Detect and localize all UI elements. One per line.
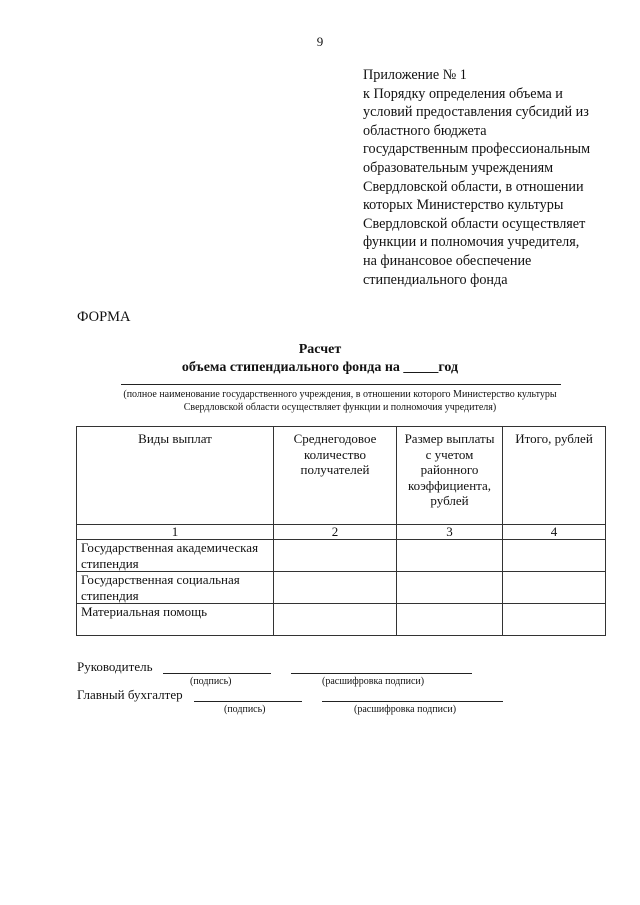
calculation-table: [76, 426, 606, 636]
table-row: [77, 604, 606, 636]
table-cell: [274, 540, 397, 572]
table-cell: [274, 604, 397, 636]
accountant-decoding-line: [322, 701, 503, 702]
table-cell: [397, 540, 503, 572]
column-number: 3: [397, 525, 503, 540]
head-signature-line: [163, 673, 271, 674]
institution-note-line: (полное наименование государственного учреждения, в отношении которого Министерство культуры: [123, 389, 557, 400]
appendix-line: которых Министерство культуры: [363, 197, 564, 214]
appendix-line: Свердловской области осуществляет: [363, 215, 586, 232]
column-number: 1: [77, 525, 274, 540]
page-number: 9: [316, 34, 324, 49]
table-header-row: [77, 427, 606, 525]
document-subtitle: объема стипендиального фонда на _____год: [181, 360, 459, 375]
column-number: 4: [503, 525, 606, 540]
appendix-line: на финансовое обеспечение: [363, 252, 532, 269]
table-cell: [397, 572, 503, 604]
table-header-cell: Итого, рублей: [503, 427, 606, 525]
appendix-block: [363, 66, 628, 289]
accountant-decoding-caption: (расшифровка подписи): [354, 704, 457, 715]
accountant-signature-line: [194, 701, 302, 702]
head-decoding-caption: (расшифровка подписи): [322, 676, 425, 687]
table-header-cell: Среднегодовое количество получателей: [274, 427, 397, 525]
table-cell: [274, 572, 397, 604]
appendix-line: образовательным учреждениям: [363, 159, 554, 176]
table-cell: [503, 572, 606, 604]
institution-name-line: [121, 384, 561, 385]
institution-note: [80, 388, 600, 414]
document-title: Расчет: [298, 342, 342, 357]
accountant-signature-caption: (подпись): [224, 704, 266, 715]
table-cell: [503, 604, 606, 636]
row-label: Материальная помощь: [77, 604, 274, 636]
appendix-line: областного бюджета: [363, 122, 487, 139]
table-header-cell: Размер выплаты с учетом районного коэффициента, рублей: [397, 427, 503, 525]
table-row: [77, 540, 606, 572]
table-number-row: [77, 525, 606, 540]
row-label: Государственная академическая стипендия: [77, 540, 274, 572]
table-header-cell: Виды выплат: [77, 427, 274, 525]
appendix-line: функции и полномочия учредителя,: [363, 234, 580, 251]
table-cell: [503, 540, 606, 572]
column-number: 2: [274, 525, 397, 540]
appendix-line: Приложение № 1: [363, 67, 467, 83]
form-label: ФОРМА: [77, 309, 131, 325]
institution-note-line: Свердловской области осуществляет функции и полномочия учредителя): [183, 402, 497, 413]
head-signature-caption: (подпись): [190, 676, 232, 687]
appendix-line: условий предоставления субсидий из: [363, 104, 589, 121]
table-cell: [397, 604, 503, 636]
row-label: Государственная социальная стипендия: [77, 572, 274, 604]
accountant-label: Главный бухгалтер: [77, 687, 183, 702]
appendix-line: к Порядку определения объема и: [363, 85, 563, 102]
calculation-table-wrap: [76, 426, 606, 636]
appendix-line: государственным профессиональным: [363, 141, 591, 158]
head-decoding-line: [291, 673, 472, 674]
appendix-line: Свердловской области, в отношении: [363, 178, 584, 195]
table-row: [77, 572, 606, 604]
appendix-line: стипендиального фонда: [363, 271, 508, 288]
head-label: Руководитель: [77, 659, 153, 674]
